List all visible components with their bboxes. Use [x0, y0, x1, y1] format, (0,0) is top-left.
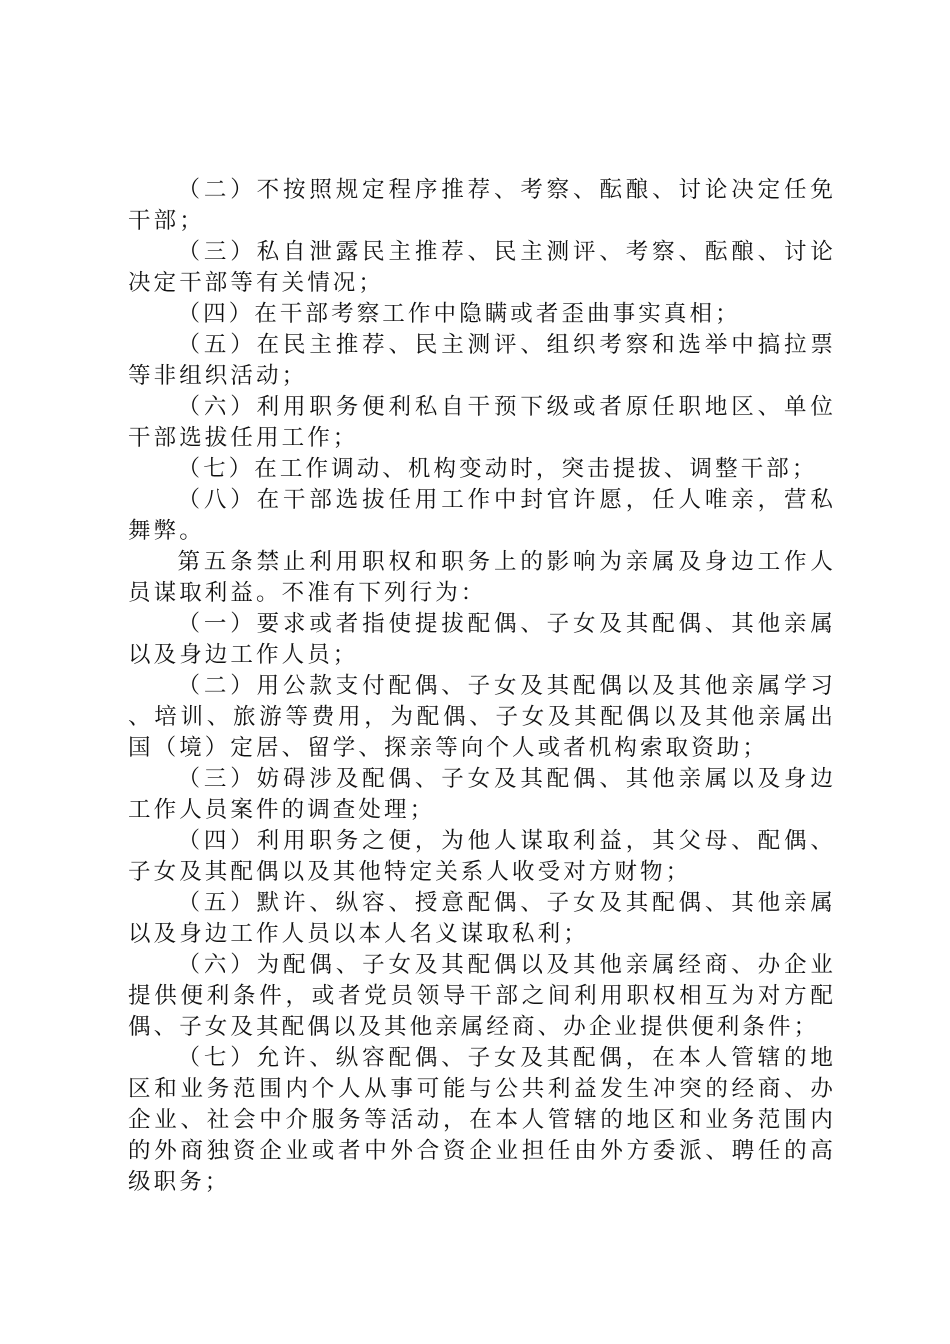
paragraph-article-5-item-1: （一）要求或者指使提拔配偶、子女及其配偶、其他亲属以及身边工作人员；: [128, 611, 836, 668]
paragraph-item-3-leak-info: （三）私自泄露民主推荐、民主测评、考察、酝酿、讨论决定干部等有关情况；: [128, 239, 836, 296]
paragraph-article-5-item-3: （三）妨碍涉及配偶、子女及其配偶、其他亲属以及身边工作人员案件的调查处理；: [128, 766, 836, 823]
paragraph-article-5-item-5: （五）默许、纵容、授意配偶、子女及其配偶、其他亲属以及身边工作人员以本人名义谋取私利；: [128, 890, 836, 947]
paragraph-item-8-cronyism: （八）在干部选拔任用工作中封官许愿，任人唯亲，营私舞弊。: [128, 487, 836, 544]
paragraph-article-5-item-6: （六）为配偶、子女及其配偶以及其他亲属经商、办企业提供便利条件，或者党员领导干部之间利用职权相互为对方配偶、子女及其配偶以及其他亲属经商、办企业提供便利条件；: [128, 952, 836, 1040]
document-body: [128, 175, 836, 1198]
paragraph-item-4-conceal-facts: （四）在干部考察工作中隐瞒或者歪曲事实真相；: [177, 301, 741, 327]
paragraph-article-5-item-4: （四）利用职务之便，为他人谋取利益，其父母、配偶、子女及其配偶以及其他特定关系人收受对方财物；: [128, 828, 836, 885]
paragraph-article-5-item-2: （二）用公款支付配偶、子女及其配偶以及其他亲属学习、培训、旅游等费用，为配偶、子女及其配偶以及其他亲属出国（境）定居、留学、探亲等向个人或者机构索取资助；: [128, 673, 836, 761]
paragraph-article-5-item-7: （七）允许、纵容配偶、子女及其配偶，在本人管辖的地区和业务范围内个人从事可能与公共利益发生冲突的经商、办企业、社会中介服务等活动，在本人管辖的地区和业务范围内的外商独资企业或者中外合资企业担任由外方委派、聘任的高级职务；: [128, 1045, 836, 1195]
paragraph-item-7-sudden-promotion: （七）在工作调动、机构变动时，突击提拔、调整干部；: [177, 456, 818, 482]
paragraph-item-2-no-procedure: （二）不按照规定程序推荐、考察、酝酿、讨论决定任免干部；: [128, 177, 836, 234]
paragraph-item-6-interfere: （六）利用职务便利私自干预下级或者原任职地区、单位干部选拔任用工作；: [128, 394, 836, 451]
paragraph-item-5-canvass-votes: （五）在民主推荐、民主测评、组织考察和选举中搞拉票等非组织活动；: [128, 332, 836, 389]
paragraph-article-5: 第五条禁止利用职权和职务上的影响为亲属及身边工作人员谋取利益。不准有下列行为：: [128, 549, 836, 606]
